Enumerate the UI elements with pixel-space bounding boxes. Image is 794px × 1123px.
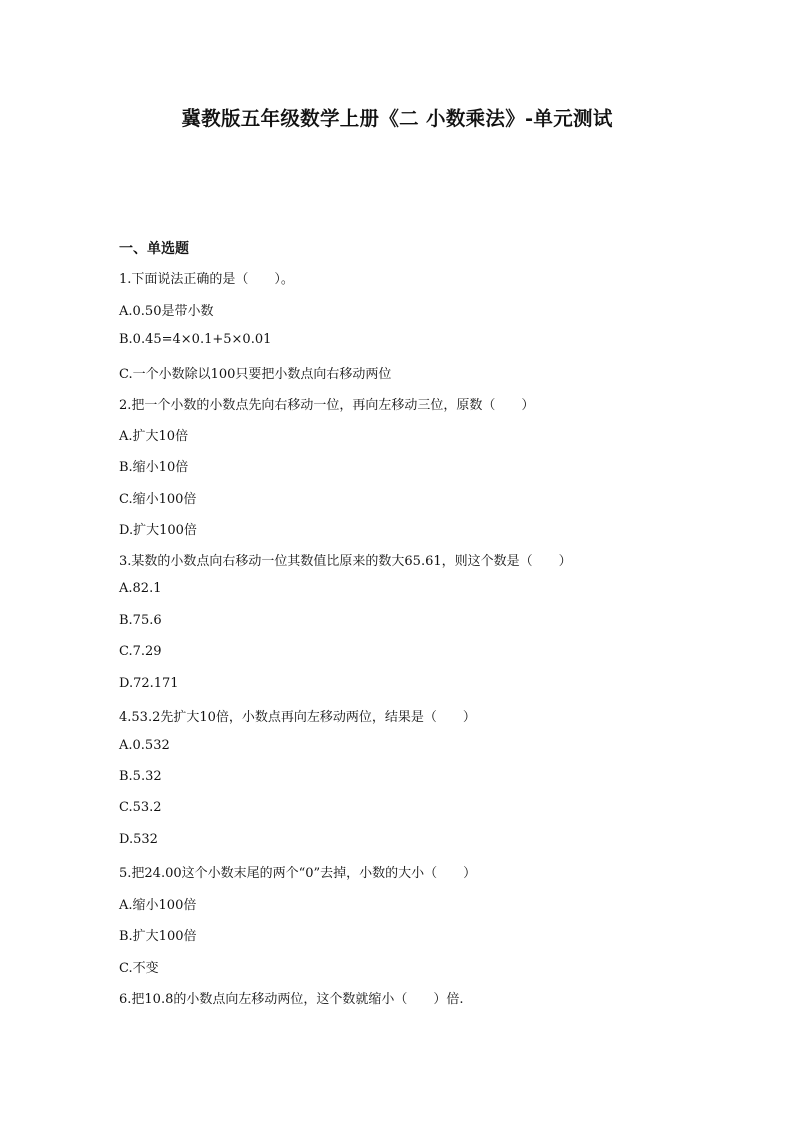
option-1b: B.0.45=4×0.1+5×0.01 (119, 332, 272, 347)
option-2c: C.缩小100倍 (119, 492, 197, 507)
option-4c: C.53.2 (119, 800, 162, 815)
option-5a: A.缩小100倍 (119, 898, 197, 913)
question-4: 4.53.2先扩大10倍，小数点再向左移动两位，结果是（ ） (119, 710, 476, 725)
option-3b: B.75.6 (119, 613, 162, 628)
question-6: 6.把10.8的小数点向左移动两位，这个数就缩小（ ）倍. (119, 992, 464, 1007)
option-5c: C.不变 (119, 961, 159, 976)
option-2b: B.缩小10倍 (119, 460, 189, 475)
option-2a: A.扩大10倍 (119, 429, 189, 444)
option-3d: D.72.171 (119, 676, 179, 691)
option-3c: C.7.29 (119, 644, 162, 659)
question-5: 5.把24.00这个小数末尾的两个“0”去掉，小数的大小（ ） (119, 866, 477, 881)
option-3a: A.82.1 (119, 581, 162, 596)
option-2d: D.扩大100倍 (119, 523, 197, 538)
option-1a: A.0.50是带小数 (119, 304, 214, 319)
section-heading: 一、单选题 (119, 241, 189, 257)
option-1c: C.一个小数除以100只要把小数点向右移动两位 (119, 367, 392, 382)
question-3: 3.某数的小数点向右移动一位其数值比原来的数大65.61，则这个数是（ ） (119, 554, 572, 569)
option-4b: B.5.32 (119, 769, 162, 784)
document-title: 冀教版五年级数学上册《二 小数乘法》-单元测试 (181, 107, 613, 130)
question-2: 2.把一个小数的小数点先向右移动一位，再向左移动三位，原数（ ） (119, 398, 535, 413)
question-1: 1.下面说法正确的是（ ）。 (119, 272, 294, 287)
option-4d: D.532 (119, 832, 158, 847)
option-4a: A.0.532 (119, 738, 170, 753)
option-5b: B.扩大100倍 (119, 929, 197, 944)
